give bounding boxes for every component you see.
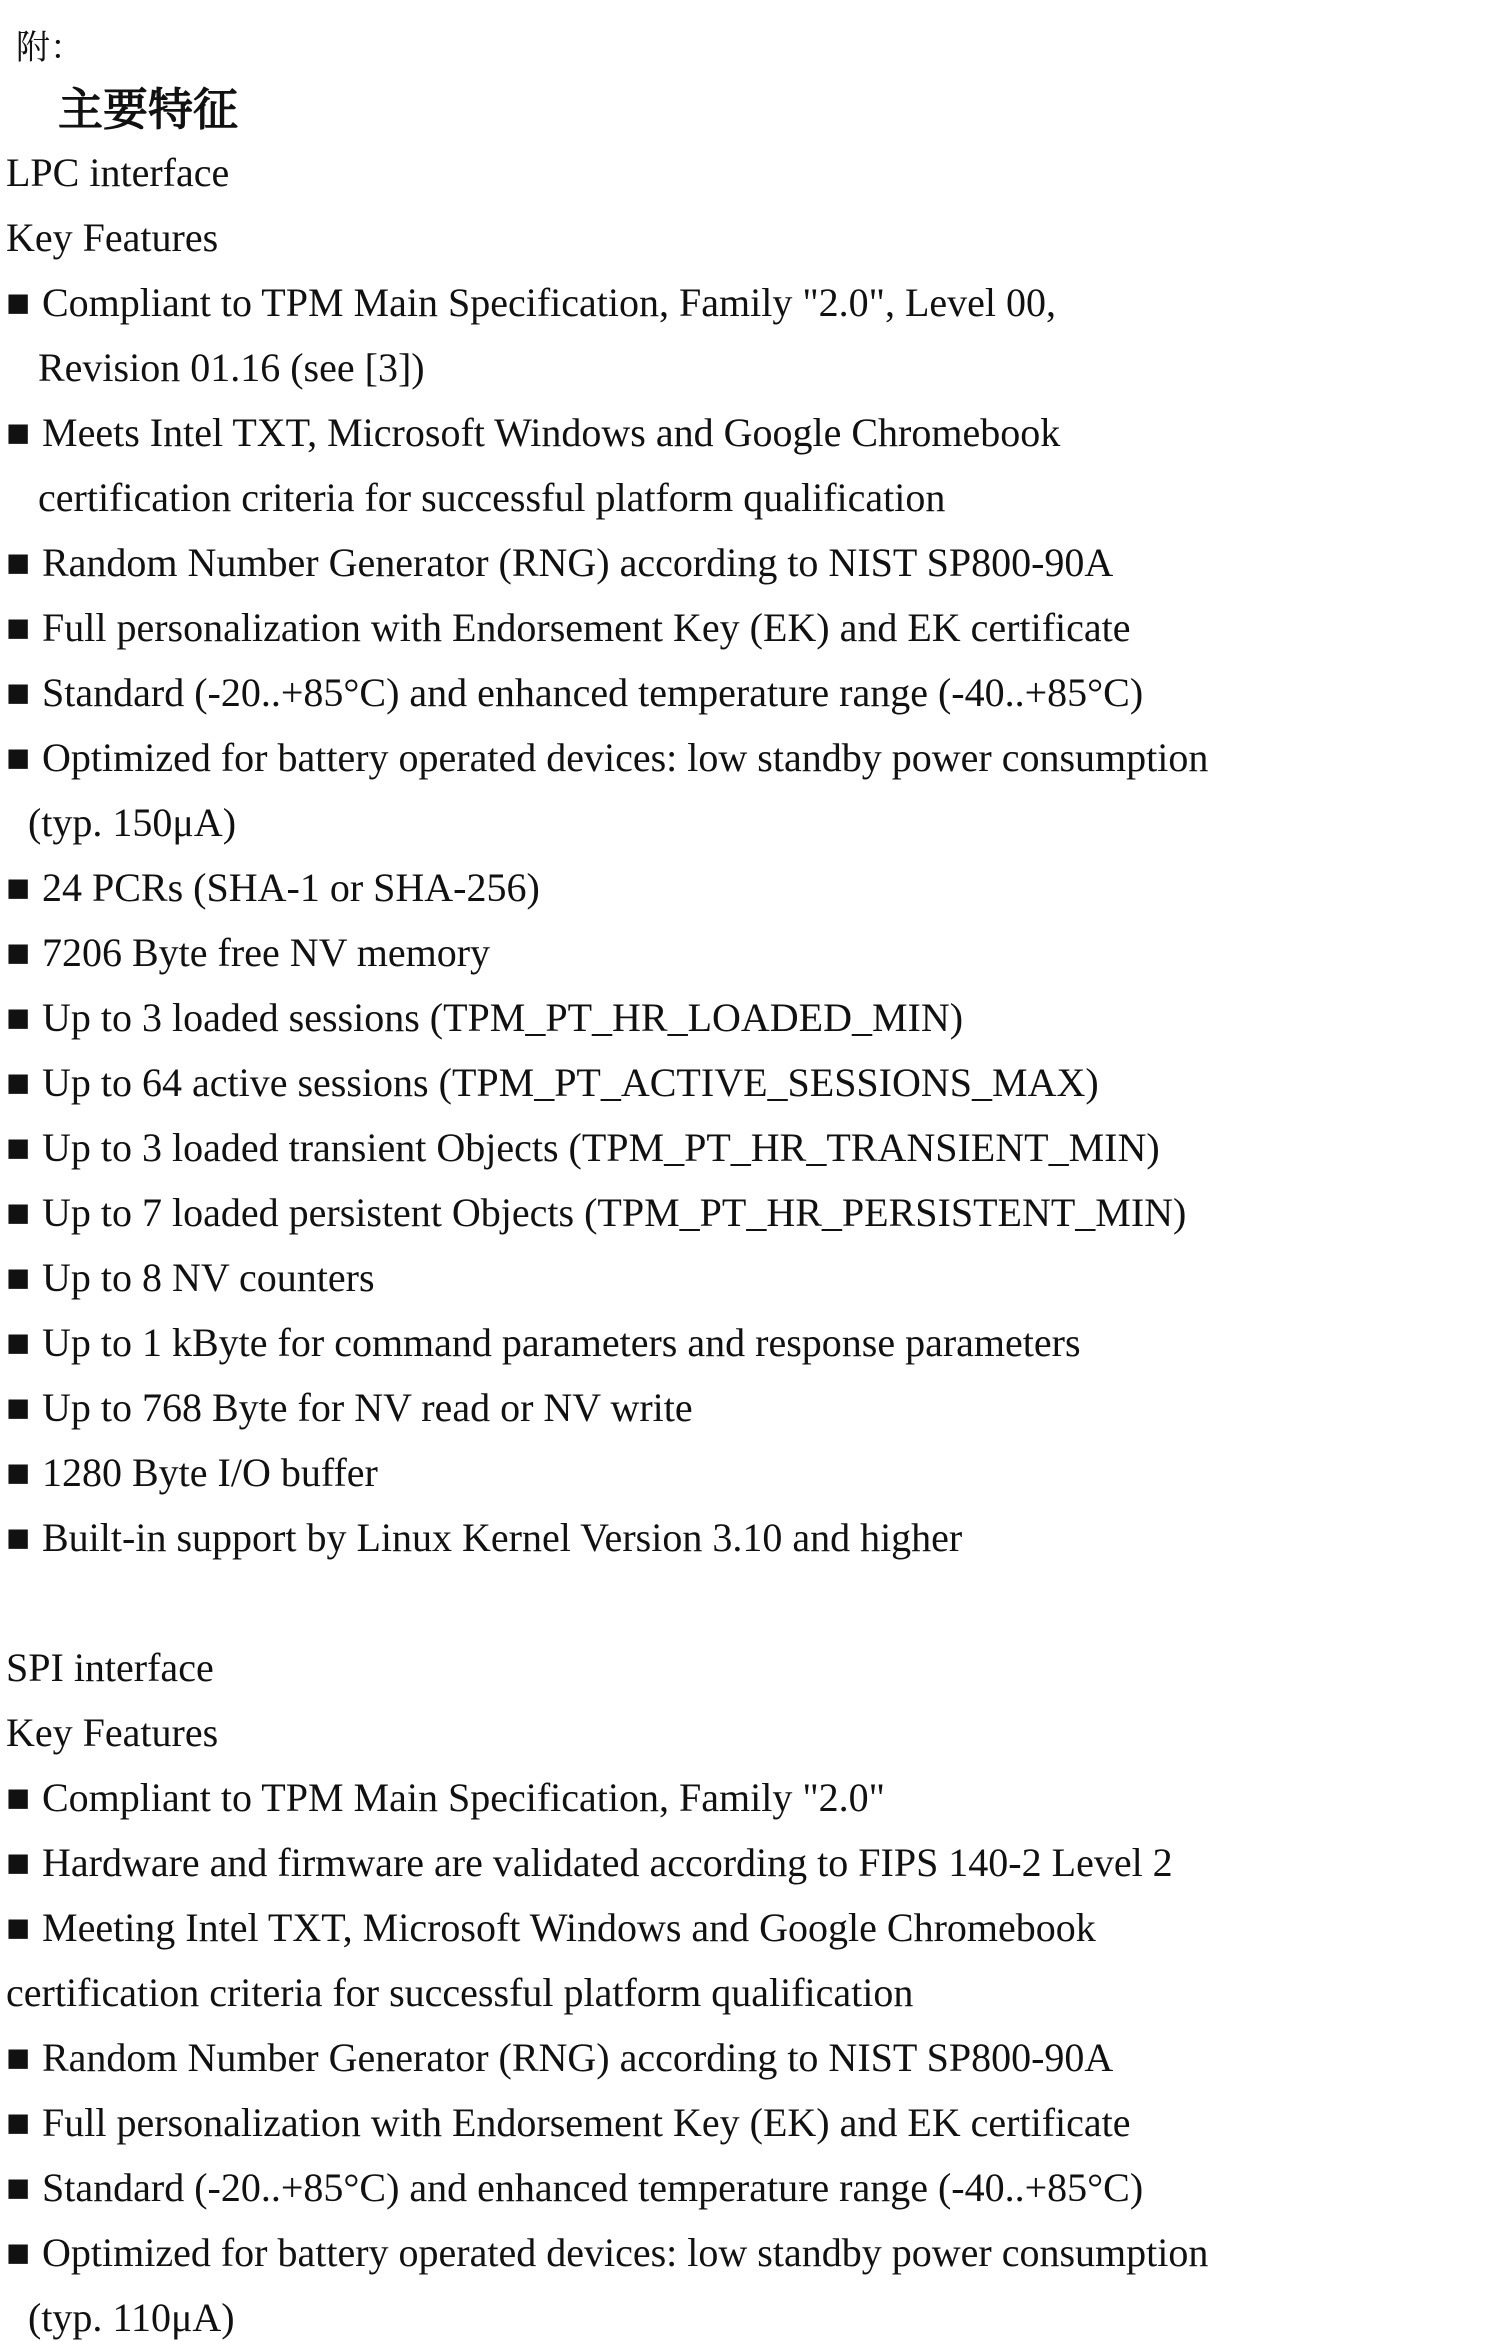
feature-text: Random Number Generator (RNG) according to NIST SP800-90A xyxy=(42,2035,1114,2080)
feature-text: Built-in support by Linux Kernel Version 3.10 and higher xyxy=(42,1515,963,1560)
lpc-feature-line xyxy=(6,1450,378,1496)
lpc-feature-line xyxy=(6,410,1060,456)
bullet-icon: ■ xyxy=(6,1320,31,1365)
bullet-icon: ■ xyxy=(6,1840,31,1885)
feature-text: Optimized for battery operated devices: low standby power consumption xyxy=(42,735,1209,780)
lpc-feature-line xyxy=(6,605,1131,651)
feature-text: Standard (-20..+85°C) and enhanced temperature range (-40..+85°C) xyxy=(42,2165,1144,2210)
feature-text: Optimized for battery operated devices: low standby power consumption xyxy=(42,2230,1209,2275)
spi-feature-continuation: (typ. 110μA) xyxy=(28,2295,235,2340)
feature-text: Up to 7 loaded persistent Objects (TPM_PT_HR_PERSISTENT_MIN) xyxy=(42,1190,1187,1235)
bullet-icon: ■ xyxy=(6,995,31,1040)
lpc-feature-line xyxy=(6,735,1208,781)
lpc-feature-line xyxy=(6,1385,693,1431)
feature-text: Meeting Intel TXT, Microsoft Windows and Google Chromebook xyxy=(42,1905,1096,1950)
lpc-key-features-label: Key Features xyxy=(6,215,219,260)
lpc-feature-line xyxy=(6,540,1113,586)
feature-text: Full personalization with Endorsement Key (EK) and EK certificate xyxy=(42,2100,1131,2145)
bullet-icon: ■ xyxy=(6,1125,31,1170)
lpc-feature-line xyxy=(6,995,963,1041)
bullet-icon: ■ xyxy=(6,735,31,780)
bullet-icon: ■ xyxy=(6,605,31,650)
bullet-icon: ■ xyxy=(6,670,31,715)
lpc-feature-line xyxy=(6,1125,1160,1171)
bullet-icon: ■ xyxy=(6,865,31,910)
feature-text: Standard (-20..+85°C) and enhanced temperature range (-40..+85°C) xyxy=(42,670,1144,715)
lpc-feature-line xyxy=(6,280,1056,326)
spi-feature-continuation: certification criteria for successful platform qualification xyxy=(6,1970,914,2015)
bullet-icon: ■ xyxy=(6,930,31,975)
bullet-icon: ■ xyxy=(6,1190,31,1235)
bullet-icon: ■ xyxy=(6,1515,31,1560)
lpc-feature-continuation: certification criteria for successful platform qualification xyxy=(38,475,946,520)
feature-text: Up to 768 Byte for NV read or NV write xyxy=(42,1385,693,1430)
spi-feature-line xyxy=(6,2230,1208,2276)
bullet-icon: ■ xyxy=(6,2035,31,2080)
bullet-icon: ■ xyxy=(6,410,31,455)
feature-text: Up to 64 active sessions (TPM_PT_ACTIVE_SESSIONS_MAX) xyxy=(42,1060,1099,1105)
feature-text: 1280 Byte I/O buffer xyxy=(42,1450,378,1495)
attachment-label: 附： xyxy=(16,28,84,68)
bullet-icon: ■ xyxy=(6,540,31,585)
feature-text: Random Number Generator (RNG) according to NIST SP800-90A xyxy=(42,540,1114,585)
lpc-feature-continuation: (typ. 150μA) xyxy=(28,800,237,845)
spi-feature-line xyxy=(6,2165,1143,2211)
feature-text: 7206 Byte free NV memory xyxy=(42,930,491,975)
lpc-feature-line xyxy=(6,1255,375,1301)
lpc-feature-line xyxy=(6,1515,962,1561)
bullet-icon: ■ xyxy=(6,2165,31,2210)
spi-key-features-label: Key Features xyxy=(6,1710,219,1755)
feature-text: Hardware and firmware are validated according to FIPS 140-2 Level 2 xyxy=(42,1840,1173,1885)
lpc-feature-line xyxy=(6,1060,1099,1106)
bullet-icon: ■ xyxy=(6,2230,31,2275)
feature-text: 24 PCRs (SHA-1 or SHA-256) xyxy=(42,865,540,910)
spi-feature-line xyxy=(6,1840,1173,1886)
spi-feature-line xyxy=(6,1775,885,1821)
feature-text: Up to 3 loaded transient Objects (TPM_PT_HR_TRANSIENT_MIN) xyxy=(42,1125,1160,1170)
spi-section-title: SPI interface xyxy=(6,1645,214,1690)
bullet-icon: ■ xyxy=(6,1775,31,1820)
page-heading: 主要特征 xyxy=(58,83,239,136)
bullet-icon: ■ xyxy=(6,1450,31,1495)
spi-feature-line xyxy=(6,2035,1113,2081)
lpc-feature-line xyxy=(6,865,540,911)
spi-feature-line xyxy=(6,2100,1131,2146)
feature-text: Compliant to TPM Main Specification, Family "2.0" xyxy=(42,1775,885,1820)
lpc-feature-line xyxy=(6,670,1143,716)
feature-text: Up to 3 loaded sessions (TPM_PT_HR_LOADED_MIN) xyxy=(42,995,964,1040)
spi-feature-line xyxy=(6,1905,1096,1951)
bullet-icon: ■ xyxy=(6,1385,31,1430)
lpc-section-title: LPC interface xyxy=(6,150,230,195)
lpc-feature-continuation: Revision 01.16 (see [3]) xyxy=(38,345,425,390)
bullet-icon: ■ xyxy=(6,280,31,325)
feature-text: Meets Intel TXT, Microsoft Windows and Google Chromebook xyxy=(42,410,1061,455)
feature-text: Full personalization with Endorsement Key (EK) and EK certificate xyxy=(42,605,1131,650)
bullet-icon: ■ xyxy=(6,2100,31,2145)
feature-text: Compliant to TPM Main Specification, Family "2.0", Level 00, xyxy=(42,280,1057,325)
lpc-feature-line xyxy=(6,1320,1081,1366)
bullet-icon: ■ xyxy=(6,1905,31,1950)
bullet-icon: ■ xyxy=(6,1255,31,1300)
lpc-feature-line xyxy=(6,930,490,976)
feature-text: Up to 8 NV counters xyxy=(42,1255,375,1300)
feature-text: Up to 1 kByte for command parameters and response parameters xyxy=(42,1320,1081,1365)
bullet-icon: ■ xyxy=(6,1060,31,1105)
lpc-feature-line xyxy=(6,1190,1186,1236)
